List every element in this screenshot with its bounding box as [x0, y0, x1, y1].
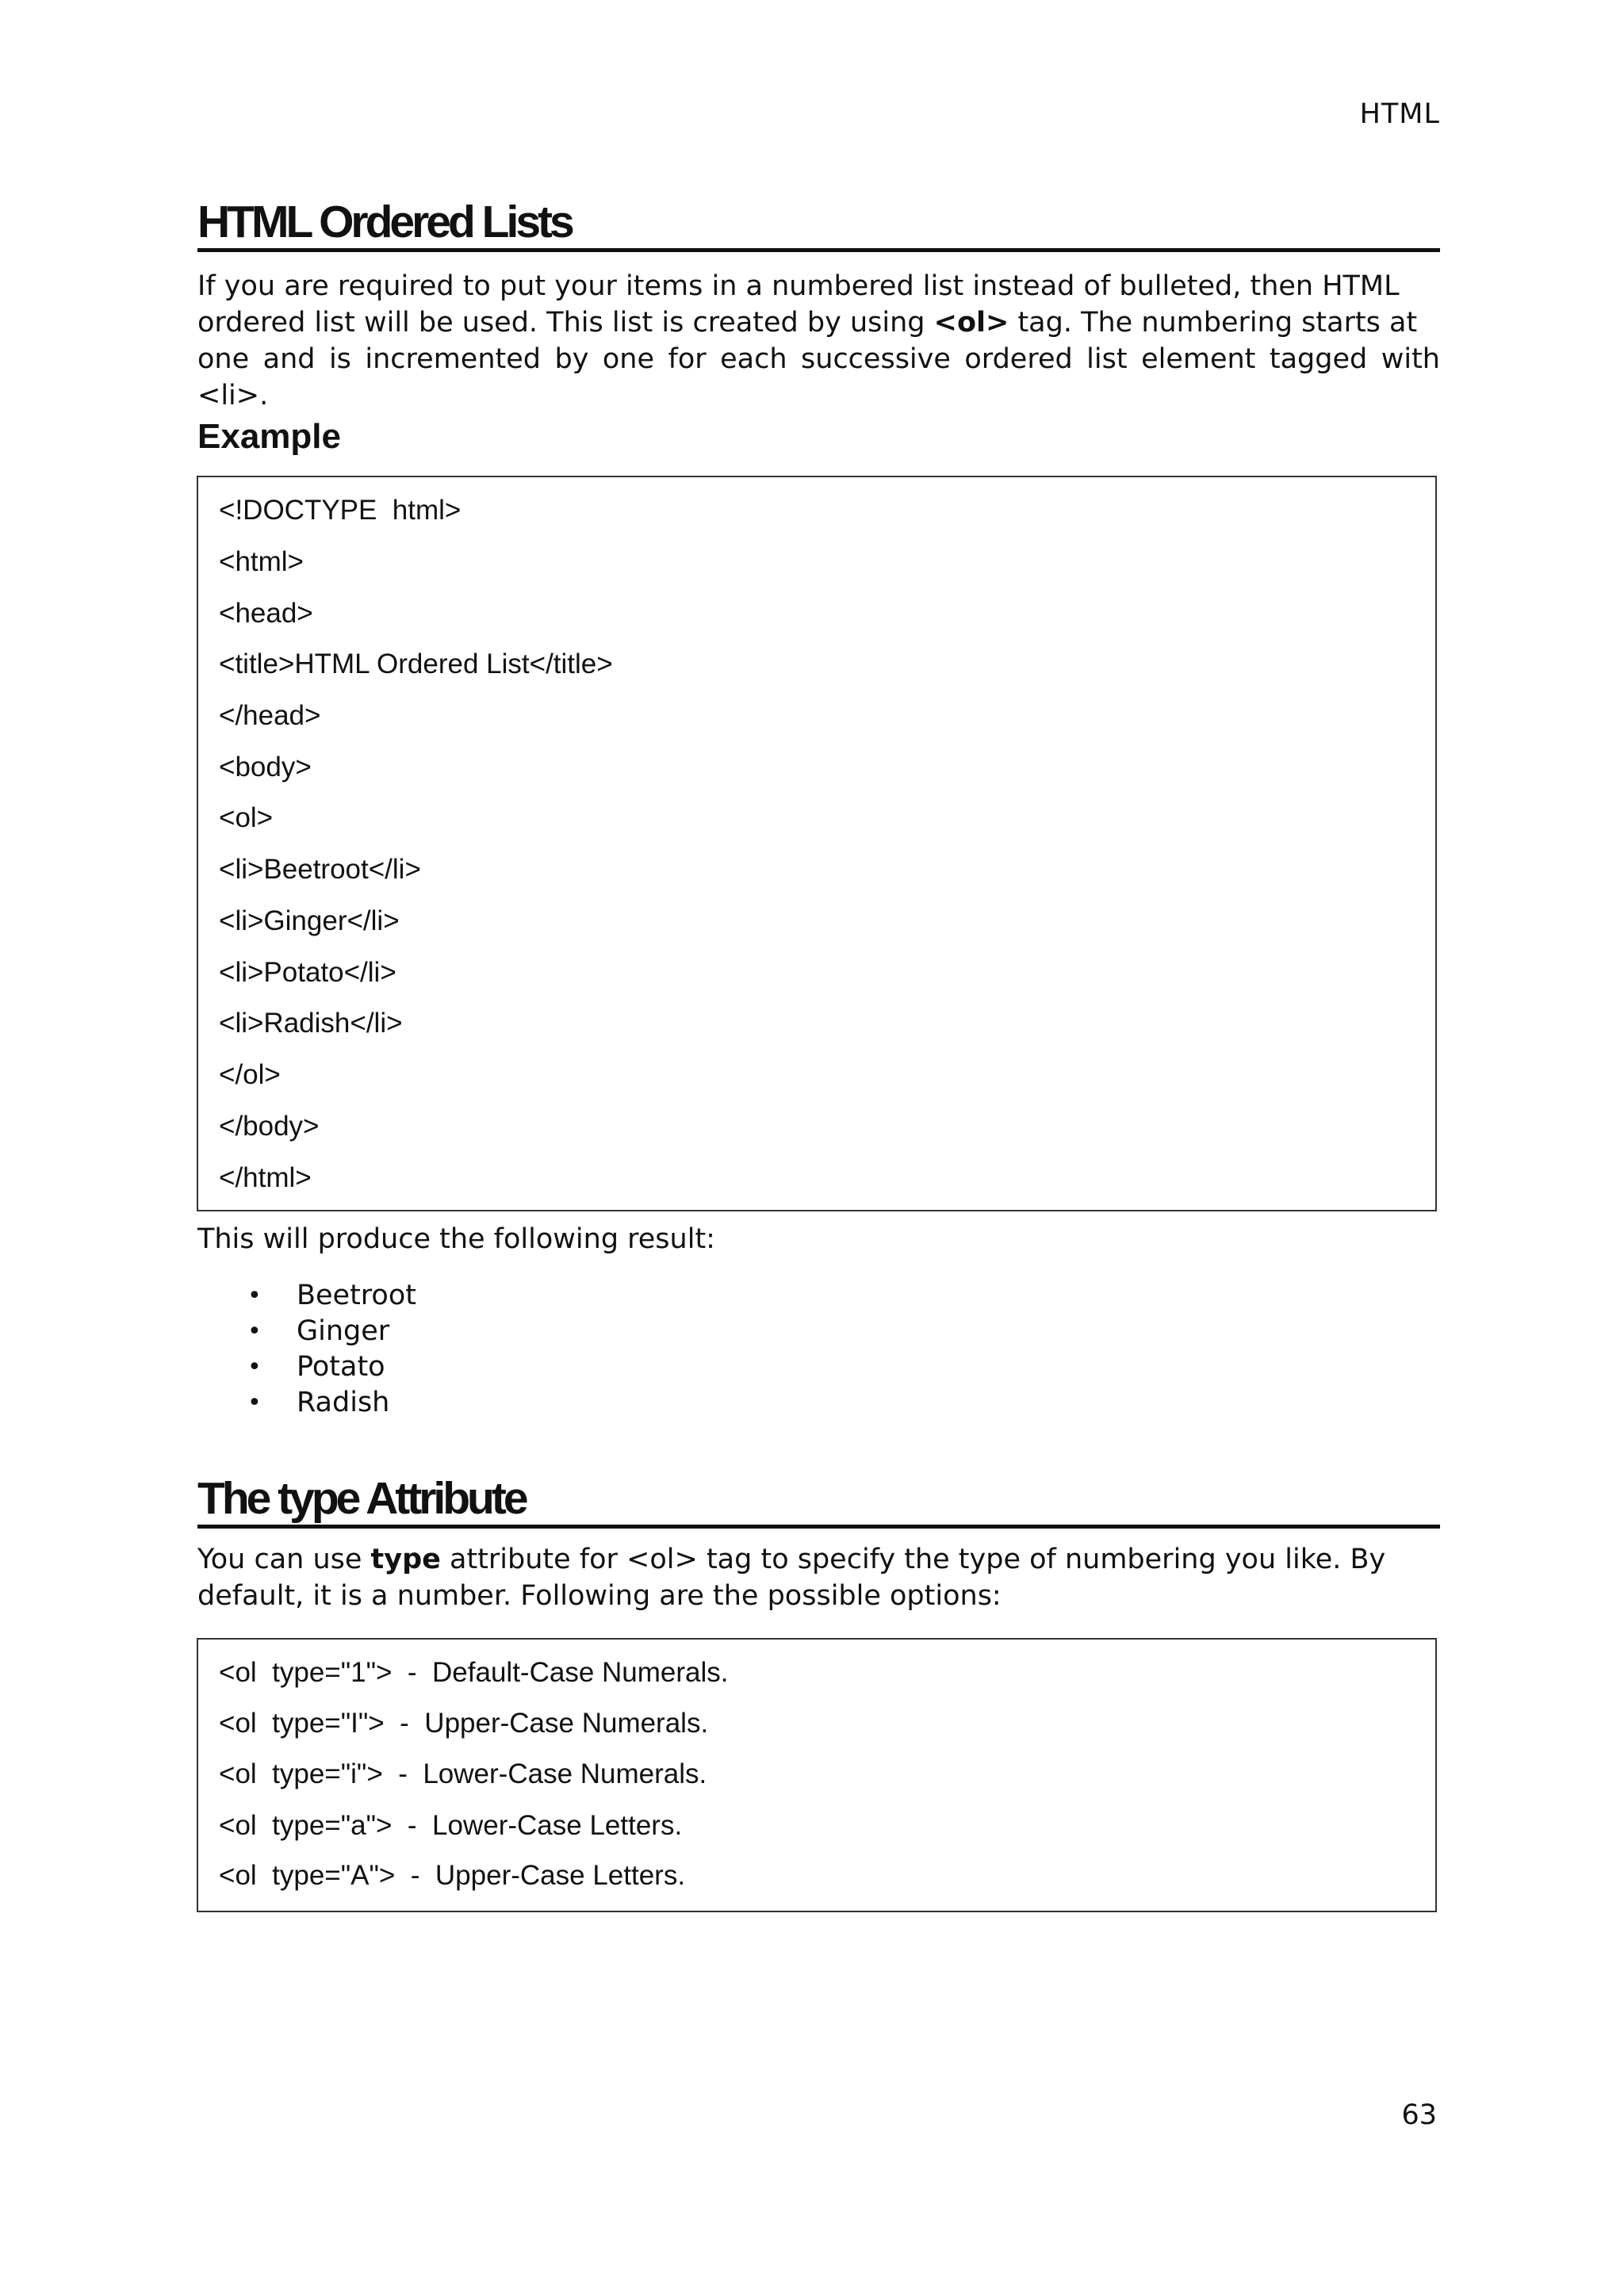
running-header: HTML — [1359, 98, 1440, 130]
option-line: <ol type="1"> - Default-Case Numerals. — [219, 1657, 729, 1688]
list-item — [238, 1278, 416, 1314]
code-line: </body> — [219, 1111, 320, 1142]
option-line: <ol type="a"> - Lower-Case Letters. — [219, 1810, 683, 1841]
result-list — [238, 1278, 416, 1421]
type-keyword-bold: type — [370, 1544, 441, 1575]
code-line: <li>Radish</li> — [219, 1008, 403, 1039]
option-line: <ol type="i"> - Lower-Case Numerals. — [219, 1758, 707, 1789]
code-line: <ol> — [219, 802, 274, 833]
code-line: </ol> — [219, 1059, 281, 1090]
list-item-label: Ginger — [297, 1315, 390, 1347]
code-line: <html> — [219, 546, 304, 577]
intro-line-2a: ordered list will be used. This list is created by using — [197, 307, 934, 339]
example-heading: Example — [197, 417, 341, 456]
page-number: 63 — [1401, 2099, 1437, 2131]
code-line: <li>Ginger</li> — [219, 905, 400, 936]
option-line: <ol type="A"> - Upper-Case Letters. — [219, 1860, 686, 1891]
type-line-1c: attribute for <ol> tag to specify the type of numbering you like. By — [440, 1544, 1386, 1575]
example-code-box — [197, 476, 1437, 1211]
list-item-label: Radish — [297, 1387, 390, 1418]
code-line: <li>Potato</li> — [219, 957, 396, 988]
list-item-label: Beetroot — [297, 1280, 416, 1311]
list-item — [238, 1314, 416, 1349]
result-intro: This will produce the following result: — [197, 1223, 715, 1255]
type-line-2: default, it is a number. Following are the possible options: — [197, 1580, 1002, 1612]
bullet-icon: • — [247, 1389, 262, 1417]
code-line: <title>HTML Ordered List</title> — [219, 649, 613, 679]
bullet-icon: • — [247, 1318, 262, 1345]
intro-line-3: one and is incremented by one for each successive ordered list element tagged with <li>. — [197, 343, 1440, 411]
option-line: <ol type="I"> - Upper-Case Numerals. — [219, 1708, 709, 1739]
code-line: </head> — [219, 700, 321, 731]
intro-line-1: If you are required to put your items in a numbered list instead of bulleted, then HTML — [197, 270, 1400, 302]
code-line: <!DOCTYPE html> — [219, 495, 462, 526]
bullet-icon: • — [247, 1353, 262, 1381]
type-paragraph — [197, 1541, 1440, 1614]
list-item-label: Potato — [297, 1351, 385, 1383]
list-item — [238, 1385, 416, 1421]
code-line: <body> — [219, 752, 312, 783]
type-line-1a: You can use — [197, 1544, 371, 1575]
section-heading-type-attribute: The type Attribute — [197, 1476, 1440, 1529]
code-line: </html> — [219, 1162, 312, 1193]
intro-line-2c: tag. The numbering starts at — [1009, 307, 1418, 339]
code-line: <head> — [219, 598, 313, 629]
ol-tag-bold: <ol> — [933, 307, 1009, 339]
list-item — [238, 1349, 416, 1385]
intro-paragraph — [197, 268, 1440, 414]
section-heading-ordered-lists: HTML Ordered Lists — [197, 200, 1440, 252]
bullet-icon: • — [247, 1282, 262, 1310]
code-line: <li>Beetroot</li> — [219, 854, 421, 885]
type-options-box — [197, 1638, 1437, 1912]
